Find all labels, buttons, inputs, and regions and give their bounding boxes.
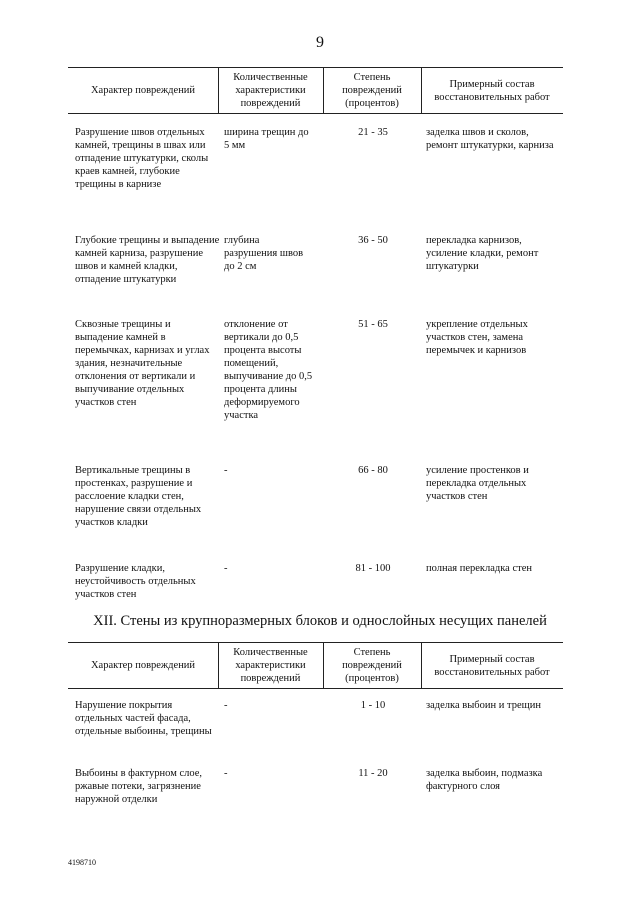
header-damage: Характер повреждений [90,660,196,671]
cell-damage: Разрушение швов отдельных камней, трещины в швах или отпадение штукатурки, сколы краев камней, глубокие трещины в карнизе [75,127,209,190]
cell-repair: укрепление отдельных участков стен, замена перемычек и карнизов [426,319,528,356]
cell-quantitative: глубина разрушения швов до 2 см [224,235,304,272]
cell-quantitative: - [224,563,228,574]
header-degree: Степень повреждений (процентов) [342,647,402,684]
cell-repair: полная перекладка стен [426,563,532,574]
header-damage: Характер повреждений [90,85,196,96]
cell-damage: Сквозные трещины и выпадение камней в перемычках, карнизах и углах здания, незначительные отклонения от вертикали и выпучивание отдельных участков стен [75,319,210,408]
cell-repair: усиление простенков и перекладка отдельных участков стен [426,465,529,502]
header-repair: Примерный состав восстановительных работ [434,78,550,103]
cell-repair: заделка швов и сколов, ремонт штукатурки, карниза [426,127,554,151]
cell-damage: Выбоины в фактурном слое, ржавые потеки, загрязнение наружной отделки [75,768,203,805]
table-header [68,67,563,114]
table-header [68,642,563,689]
cell-repair: заделка выбоин, подмазка фактурного слоя [426,768,543,792]
cell-quantitative: - [224,465,228,476]
cell-quantitative: ширина трещин до 5 мм [224,127,309,151]
page-number: 9 [316,34,324,51]
header-quantitative: Количественные характеристики повреждений [233,72,308,109]
cell-degree: 51 - 65 [358,319,388,330]
damage-table-1 [68,67,563,607]
document-code: 4198710 [68,858,96,867]
cell-quantitative: - [224,768,228,779]
cell-degree: 1 - 10 [360,700,386,711]
cell-damage: Вертикальные трещины в простенках, разрушение и расслоение кладки стен, нарушение связи отдельных участков кладки [75,465,202,528]
cell-repair: заделка выбоин и трещин [426,700,541,711]
cell-degree: 21 - 35 [358,127,388,138]
cell-degree: 66 - 80 [358,465,388,476]
header-repair: Примерный состав восстановительных работ [434,653,550,678]
cell-quantitative: отклонение от вертикали до 0,5 процента высоты помещений, выпучивание до 0,5 процента длины деформируемого участка [224,319,313,421]
header-degree: Степень повреждений (процентов) [342,72,402,109]
cell-repair: перекладка карнизов, усиление кладки, ремонт штукатурки [426,235,539,272]
cell-degree: 11 - 20 [358,768,388,779]
cell-damage: Разрушение кладки, неустойчивость отдельных участков стен [75,563,196,600]
cell-quantitative: - [224,700,228,711]
cell-damage: Нарушение покрытия отдельных частей фасада, отдельные выбоины, трещины [75,700,212,737]
damage-table-2 [68,642,563,842]
cell-degree: 36 - 50 [358,235,388,246]
cell-degree: 81 - 100 [355,563,391,574]
header-quantitative: Количественные характеристики повреждений [233,647,308,684]
cell-damage: Глубокие трещины и выпадение камней карниза, разрушение швов и камней кладки, отпадение штукатурки [75,235,220,285]
section-title: XII. Стены из крупноразмерных блоков и однослойных несущих панелей [93,613,547,629]
